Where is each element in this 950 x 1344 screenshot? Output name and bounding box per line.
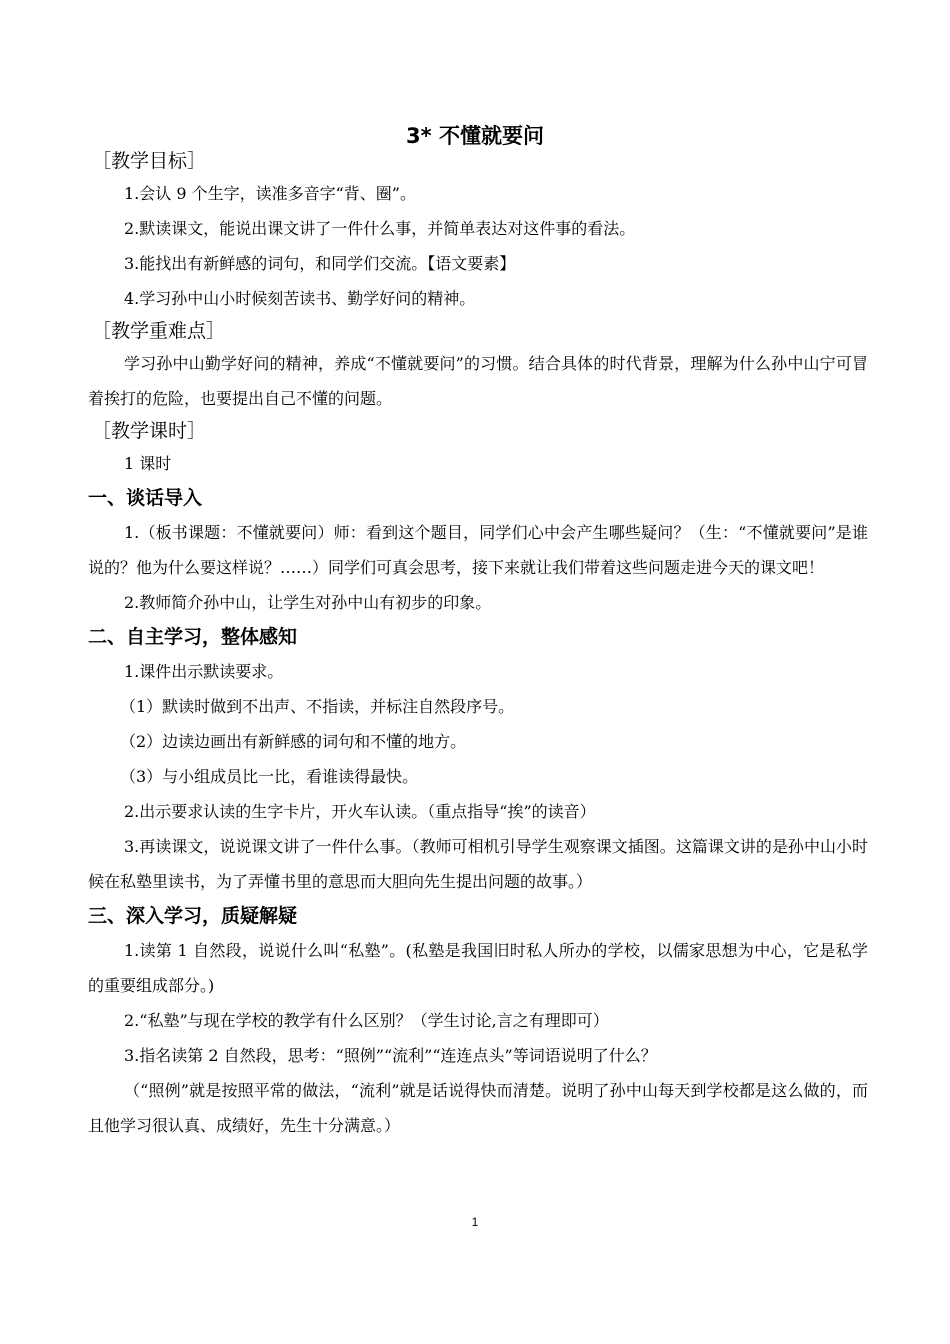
goal-item: 2.默读课文，能说出课文讲了一件什么事，并简单表达对这件事的看法。 xyxy=(124,219,636,238)
section-heading-part1: 一、谈话导入 xyxy=(88,487,203,509)
section-heading-part3: 三、深入学习，质疑解疑 xyxy=(88,905,298,927)
part2-item: 2.出示要求认读的生字卡片，开火车认读。（重点指导“挨”的读音） xyxy=(124,802,596,821)
page-number: 1 xyxy=(471,1215,479,1229)
document-body xyxy=(88,146,868,1143)
part3-item: （“照例”就是按照平常的做法，“流利”就是话说得快而清楚。说明了孙中山每天到学校都是这么做的，而且他学习很认真、成绩好，先生十分满意。） xyxy=(88,1081,868,1135)
goal-item: 4.学习孙中山小时候刻苦读书、勤学好问的精神。 xyxy=(124,289,476,308)
goal-item: 1.会认 9 个生字，读准多音字“背、圈”。 xyxy=(124,184,416,203)
part1-item: 2.教师简介孙中山，让学生对孙中山有初步的印象。 xyxy=(124,593,492,612)
part2-item: 3.再读课文，说说课文讲了一件什么事。（教师可相机引导学生观察课文插图。这篇课文讲的是孙中山小时候在私塾里读书，为了弄懂书里的意思而大胆向先生提出问题的故事。） xyxy=(88,837,868,891)
part2-subitem: （2）边读边画出有新鲜感的词句和不懂的地方。 xyxy=(120,732,467,751)
part3-item: 1.读第 1 自然段，说说什么叫“私塾”。(私塾是我国旧时私人所办的学校，以儒家思想为中心，它是私学的重要组成部分。) xyxy=(88,941,868,995)
goal-item: 3.能找出有新鲜感的词句，和同学们交流。【语文要素】 xyxy=(124,254,516,273)
part2-subitem: （3）与小组成员比一比，看谁读得最快。 xyxy=(120,767,419,786)
part2-subitem: （1）默读时做到不出声、不指读，并标注自然段序号。 xyxy=(120,697,515,716)
part3-item: 3.指名读第 2 自然段，思考：“照例”“流利”“连连点头”等词语说明了什么？ xyxy=(124,1046,657,1065)
section-heading-goals: ［教学目标］ xyxy=(92,150,207,172)
section-heading-periods: ［教学课时］ xyxy=(92,420,207,442)
part1-item: 1.（板书课题：不懂就要问）师：看到这个题目，同学们心中会产生哪些疑问？（生：“不懂就要问”是谁说的？他为什么要这样说？……）同学们可真会思考，接下来就让我们带着这些问题走进今天的课文吧！ xyxy=(88,523,868,577)
section-heading-part2: 二、自主学习，整体感知 xyxy=(88,626,298,648)
part3-item: 2.“私塾”与现在学校的教学有什么区别？（学生讨论,言之有理即可） xyxy=(124,1011,609,1030)
key-points-paragraph: 学习孙中山勤学好问的精神，养成“不懂就要问”的习惯。结合具体的时代背景，理解为什么孙中山宁可冒着挨打的危险，也要提出自己不懂的问题。 xyxy=(88,354,868,408)
document-title: 3* 不懂就要问 xyxy=(406,124,544,148)
part2-item: 1.课件出示默读要求。 xyxy=(124,662,284,681)
section-heading-key-points: ［教学重难点］ xyxy=(92,320,226,342)
periods-paragraph: 1 课时 xyxy=(124,454,172,473)
